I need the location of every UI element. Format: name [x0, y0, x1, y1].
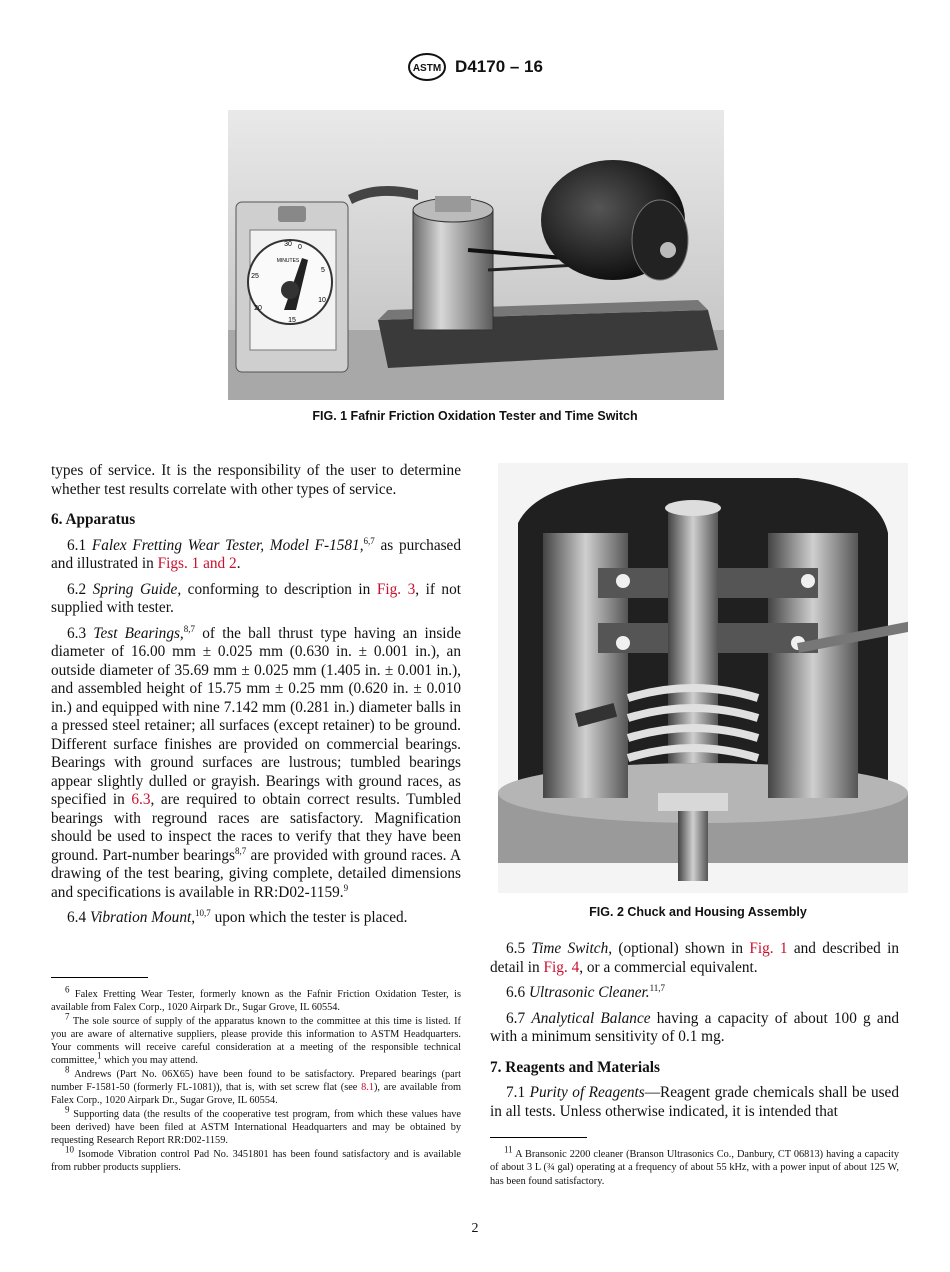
fig-1-link[interactable]: Fig. 1 — [749, 940, 788, 957]
footnotes-left — [51, 984, 461, 1174]
footnote-8: $^8$ Andrews (Part No. 06X65) have been found to be satisfactory. Prepared bearings (part number F-1581-50 (formerly FL-1081)), that is, with set screw flat (see 8.1), are available from Falex Corp., 1020 Airpark Dr., Sugar Grove, IL 60554. — [51, 1064, 461, 1107]
svg-text:15: 15 — [288, 317, 296, 324]
footnote-10: $^{10}$ Isomode Vibration control Pad No. 3451801 has been found satisfactory and is available from rubber products suppliers. — [51, 1144, 461, 1173]
paragraph-7-1: 7.1 Purity of Reagents—Reagent grade chemicals shall be used in all tests. Unless otherwise indicated, it is intended that — [490, 1084, 899, 1120]
section-7-heading: 7. Reagents and Materials — [490, 1058, 660, 1076]
footnote-7: $^7$ The sole source of supply of the apparatus known to the committee at this time is listed. If you are aware of alternative suppliers, please provide this information to ASTM Headquarters. Your comments will receive careful consideration at a meeting of the responsible technical committee,$^1$ which you may attend. — [51, 1011, 461, 1067]
section-6-heading: 6. Apparatus — [51, 511, 136, 528]
section-6-3-link[interactable]: 6.3 — [131, 791, 151, 808]
svg-text:20: 20 — [254, 305, 262, 312]
figure-2-photo — [498, 463, 908, 893]
paragraph-6-7: 6.7 Analytical Balance having a capacity of about 100 g and with a minimum sensitivity of 0.1 mg. — [490, 1009, 900, 1045]
page-number: 2 — [471, 1221, 479, 1236]
footnote-6: $^6$ Falex Fretting Wear Tester, formerly known as the Fafnir Friction Oxidation Tester, is available from Falex Corp., 1020 Airpark Dr., Sugar Grove, IL 60554. — [51, 984, 461, 1014]
astm-logo-icon — [407, 52, 447, 82]
section-8-1-link[interactable]: 8.1 — [361, 1082, 374, 1094]
page-header — [0, 52, 950, 82]
figure-1-caption: FIG. 1 Fafnir Friction Oxidation Tester and Time Switch — [312, 409, 638, 423]
time-switch-box — [236, 202, 348, 372]
paragraph-6-4: 6.4 Vibration Mount,$^{10,7}$ upon which the tester is placed. — [67, 907, 408, 926]
svg-text:0: 0 — [298, 244, 302, 251]
fig-4-link[interactable]: Fig. 4 — [543, 958, 580, 976]
footnote-9: $^9$ Supporting data (the results of the cooperative test program, from which these values have been derived) have been filed at ASTM International Headquarters and may be obtained by requesting Research Report RR:D02-1159. — [51, 1104, 461, 1147]
svg-text:ASTM: ASTM — [412, 63, 442, 74]
footnote-divider-right — [490, 1137, 587, 1138]
figure-2-caption: FIG. 2 Chuck and Housing Assembly — [589, 905, 807, 919]
paragraph-6-1: 6.1 Falex Fretting Wear Tester, Model F-1581,$^{6,7}$ as purchased and illustrated in Figs. 1 and 2. — [51, 535, 461, 572]
paragraph-continuation: types of service. It is the responsibility of the user to determine whether test results correlate with other types of service. — [51, 462, 461, 498]
footnote-divider-left — [51, 977, 148, 978]
figs-1-2-link[interactable]: Figs. 1 and 2 — [157, 555, 237, 572]
footnote-11: $^{11}$ A Bransonic 2200 cleaner (Branson Ultrasonics Co., Danbury, CT 06813) having a capacity of about 3 L (¾ gal) operating at a frequency of about 55 kHz, with a power input of about 125 W, has been found satisfactory. — [490, 1144, 899, 1187]
svg-text:10: 10 — [318, 297, 326, 304]
paragraph-6-3: 6.3 Test Bearings,$^{8,7}$ of the ball thrust type having an inside diameter of 16.00 mm ± 0.025 mm (0.630 in. ± 0.001 in.), an outside diameter of 35.69 mm ± 0.025 mm (1.405 in. ± 0.001 in.), and assembled height of 15.75 mm ± 0.25 mm (0.620 in. ± 0.010 in.) and equipped with nine 7.142 mm (0.281 in.) diameter balls in a pressed steel retainer; all surfaces (except retainer) to be ground. Different surface finishes are provided on commercial bearings. Bearings with ground surfaces are lustrous; tumbled bearings appear slightly dulled or grayish. Bearings with ground races, as specified in 6.3, are required to obtain correct results. Tumbled bearings with reground races are satisfactory. Magnification should be used to inspect the races to verify that they have been ground. Part-number bearings$^{8,7}$ are provided with ground races. A drawing of the test bearing, giving complete, detailed dimensions and specifications is available in RR:D02-1159.$^9$ — [51, 623, 461, 901]
footnotes-right — [490, 1144, 899, 1188]
svg-text:MINUTES: MINUTES — [276, 258, 300, 264]
paragraph-6-6: 6.6 Ultrasonic Cleaner.$^{11,7}$ — [506, 982, 666, 1001]
svg-text:25: 25 — [251, 273, 259, 280]
left-text-column — [51, 462, 461, 935]
svg-text:30: 30 — [284, 241, 292, 248]
right-text-column — [490, 940, 899, 1128]
designation: D4170 – 16 — [455, 57, 543, 76]
svg-text:5: 5 — [321, 267, 325, 274]
fig-3-link[interactable]: Fig. 3 — [376, 580, 416, 598]
paragraph-6-2: 6.2 Spring Guide, conforming to description in Fig. 3, if not supplied with tester. — [51, 580, 461, 616]
figure-1-photo — [228, 110, 724, 400]
paragraph-6-5: 6.5 Time Switch, (optional) shown in Fig. 1 and described in detail in Fig. 4, or a commercial equivalent. — [490, 940, 899, 976]
footnote-ref: 6,7 — [363, 535, 375, 546]
